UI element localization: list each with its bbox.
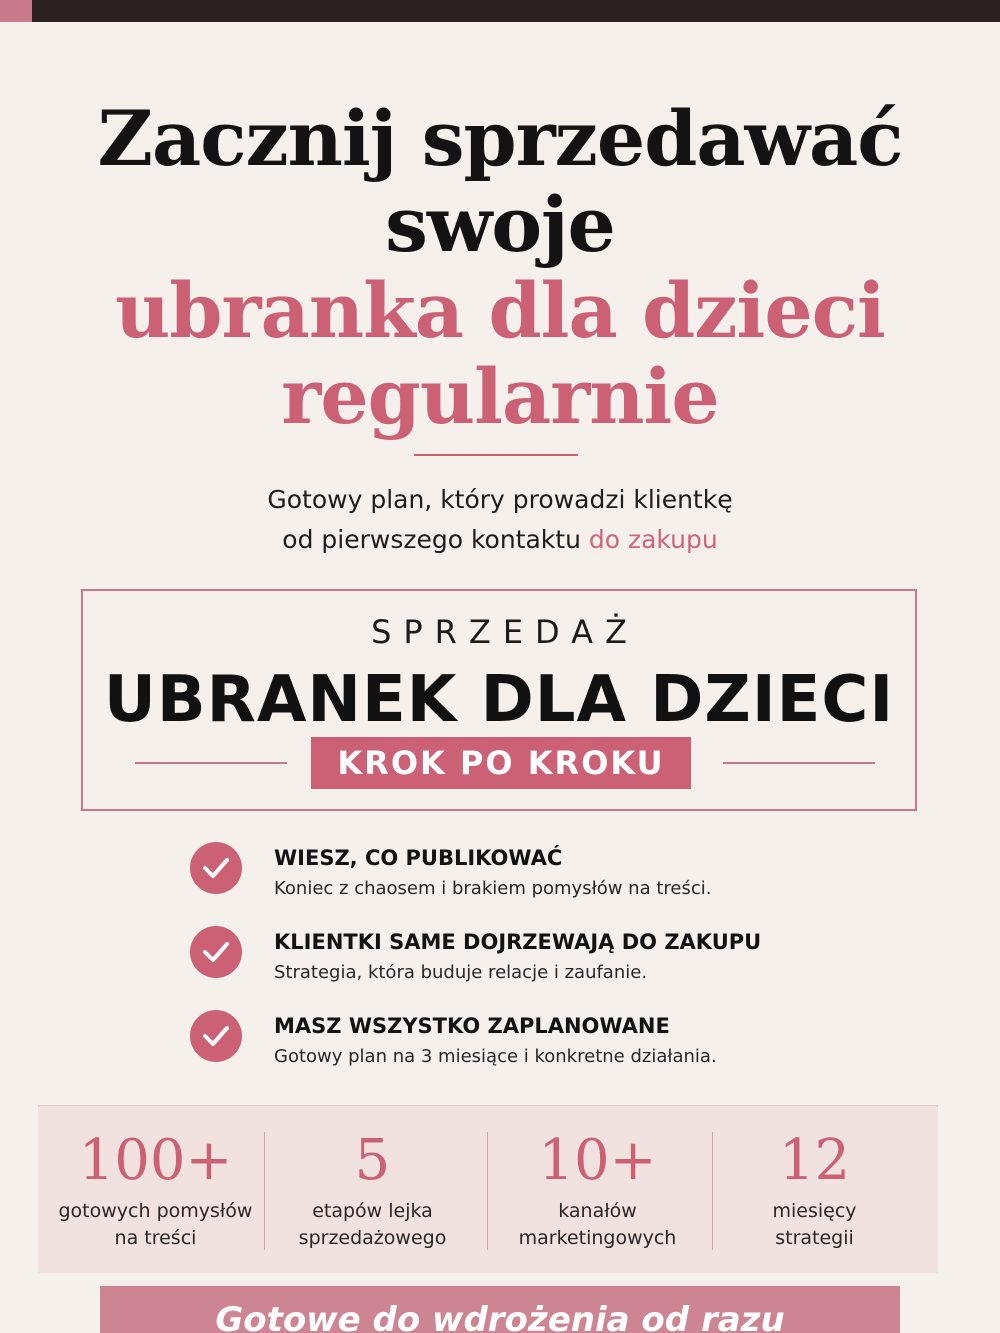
hero-line-1: Zacznij sprzedawać [97, 94, 903, 183]
check-circle-icon [190, 842, 242, 894]
stat-label: kanałów marketingowych [518, 1200, 677, 1249]
stat-item [43, 1106, 268, 1274]
badge-line-left [135, 762, 287, 764]
top-bar [0, 0, 1000, 22]
product-title: UBRANEK DLA DZIECI [103, 663, 895, 737]
stat-value: 100+ [78, 1128, 233, 1193]
top-bar-accent [0, 0, 32, 22]
feature-title: WIESZ, CO PUBLIKOWAĆ [274, 846, 563, 870]
hero-divider [414, 454, 578, 456]
stat-label: miesięcy strategii [772, 1200, 857, 1249]
hero-line-4: regularnie [281, 352, 719, 441]
feature-item [190, 842, 890, 926]
stat-label: gotowych pomysłów na treści [58, 1200, 253, 1249]
subtitle-line-1: Gotowy plan, który prowadzi klientkę [267, 485, 733, 514]
hero-headline [0, 96, 1000, 440]
subtitle-line-2-prefix: od pierwszego kontaktu [282, 525, 589, 554]
stat-item [702, 1106, 927, 1274]
product-badge: KROK PO KROKU [311, 737, 691, 789]
subtitle-highlight: do zakupu [588, 525, 718, 554]
feature-description: Koniec z chaosem i brakiem pomysłów na treści. [274, 878, 712, 899]
badge-line-right [723, 762, 875, 764]
cta-button[interactable]: Gotowe do wdrożenia od razu [100, 1286, 900, 1333]
feature-item [190, 1010, 890, 1094]
feature-description: Gotowy plan na 3 miesiące i konkretne działania. [274, 1046, 717, 1067]
feature-title: MASZ WSZYSTKO ZAPLANOWANE [274, 1014, 670, 1038]
subtitle-line-2 [0, 520, 1000, 560]
feature-title: KLIENTKI SAME DOJRZEWAJĄ DO ZAKUPU [274, 930, 762, 954]
check-circle-icon [190, 926, 242, 978]
feature-description: Strategia, która buduje relacje i zaufanie. [274, 962, 648, 983]
stats-panel [38, 1105, 938, 1273]
stat-value: 5 [354, 1128, 391, 1193]
stat-label: etapów lejka sprzedażowego [298, 1200, 447, 1249]
subtitle [0, 480, 1000, 560]
hero-line-3: ubranka dla dzieci [115, 266, 885, 355]
feature-item [190, 926, 890, 1010]
product-frame [81, 589, 917, 811]
stat-item [485, 1106, 710, 1274]
check-circle-icon [190, 1010, 242, 1062]
stat-item [260, 1106, 485, 1274]
stat-value: 12 [778, 1128, 851, 1193]
product-kicker: SPRZEDAŻ [371, 613, 639, 651]
feature-list [190, 842, 890, 1094]
hero-line-2: swoje [385, 180, 615, 269]
stat-value: 10+ [538, 1128, 657, 1193]
